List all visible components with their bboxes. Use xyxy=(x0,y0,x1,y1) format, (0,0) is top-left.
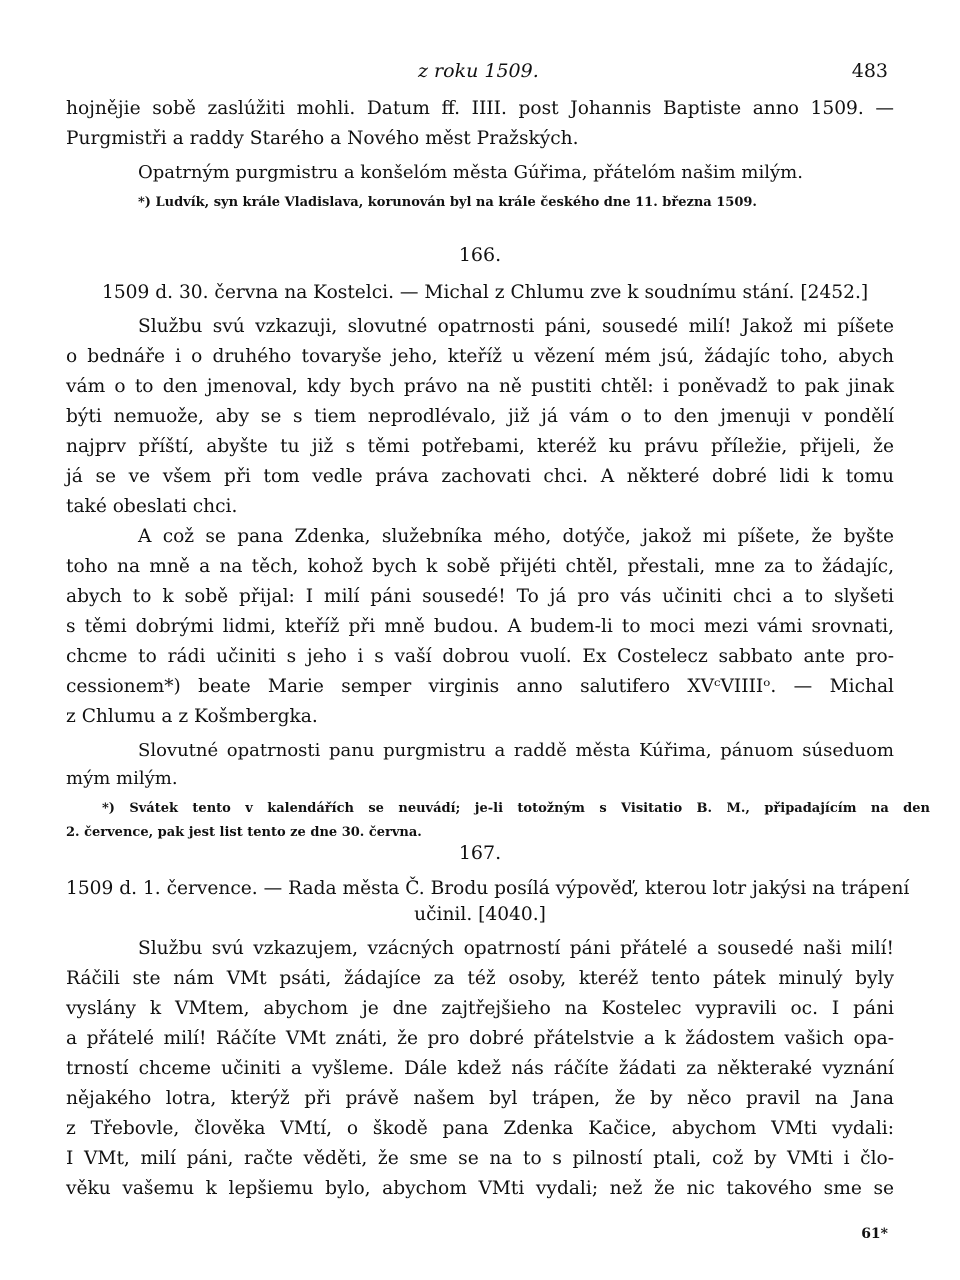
text-line: věku vašemu k lepšiemu bylo, abychom VMti vydali; než že nic takového sme se xyxy=(66,1178,894,1199)
document-number: 166. xyxy=(458,244,502,266)
text-line: z Chlumu a z Košmbergka. xyxy=(66,706,318,727)
footnote-line: 2. července, pak jest list tento ze dne 30. června. xyxy=(66,825,422,840)
document-number: 167. xyxy=(458,842,502,864)
text-line: Ráčili ste nám VMt psáti, žádajíce za též osoby, kteréž tento pátek minulý byly xyxy=(66,968,894,989)
address-line: mým milým. xyxy=(66,768,178,789)
text-line: najprv příští, abyšte tu již s těmi potřebami, kteréž ku právu příležie, přijeli, že xyxy=(66,436,894,457)
document-heading: 1509 d. 1. července. — Rada města Č. Brodu posílá výpověď, kterou lotr jakýsi na trápení xyxy=(66,878,910,899)
text-line: z Třebovle, člověka VMtí, o škodě pana Zdenka Kačice, abychom VMti vydali: xyxy=(66,1118,894,1139)
text-line: já se ve všem při tom vedle práva zachovati chci. A některé dobré lidi k tomu xyxy=(66,466,894,487)
text-line: cessionem*) beate Marie semper virginis anno salutifero XVᶜVIIIIᵒ. — Michal xyxy=(66,676,894,697)
document-heading: učinil. [4040.] xyxy=(414,904,546,925)
address-line: Opatrným purgmistru a konšelóm města Gúřima, přátelóm našim milým. xyxy=(138,162,803,183)
address-line: Slovutné opatrnosti panu purgmistru a raddě města Kúřima, pánuom súseduom xyxy=(138,740,894,761)
footnote-line: *) Svátek tento v kalendářích se neuvádí; je-li totožným s Visitatio B. M., připadajícím na den xyxy=(102,801,930,816)
text-line: býti nemuože, aby se s tiem neprodlévalo, již já vám o to den jmenuji v pondělí xyxy=(66,406,894,427)
text-line: Službu svú vzkazujem, vzácných opatrností páni přátelé a sousedé naši milí! xyxy=(138,938,894,959)
page-number: 483 xyxy=(851,60,888,82)
text-line: A což se pana Zdenka, služebníka mého, dotýče, jakož mi píšete, že byšte xyxy=(138,526,894,547)
document-heading: 1509 d. 30. června na Kostelci. — Michal z Chlumu zve k soudnímu stání. [2452.] xyxy=(102,282,869,303)
footnote-line: *) Ludvík, syn krále Vladislava, korunován byl na krále českého dne 11. března 1509. xyxy=(138,195,757,210)
text-line: I VMt, milí páni, račte věděti, že sme se na to s pilností ptali, což by VMti i člo- xyxy=(66,1148,894,1169)
text-line: toho na mně a na těch, kohož bych k sobě přijéti chtěl, přestali, mne za to žádajíc, xyxy=(66,556,894,577)
text-line: trností chceme učiniti a vyšleme. Dále kdež nás ráčíte žádati za některaké vyznání xyxy=(66,1058,894,1079)
text-line: Purgmistři a raddy Starého a Nového měst Pražských. xyxy=(66,128,579,149)
text-line: s těmi dobrými lidmi, kteříž při mně budou. A budem-li to moci mezi vámi srovnati, xyxy=(66,616,894,637)
text-line: také obeslati chci. xyxy=(66,496,238,517)
text-line: Službu svú vzkazuji, slovutné opatrnosti páni, sousedé milí! Jakož mi píšete xyxy=(138,316,894,337)
text-line: o bednáře i o druhého tovaryše jeho, kteříž u vězení mém jsú, žádajíc toho, abych xyxy=(66,346,894,367)
text-line: vyslány k VMtem, abychom je dne zajtřejšieho na Kostelec vypravili oc. I páni xyxy=(66,998,894,1019)
text-line: a přátelé milí! Ráčíte VMt znáti, že pro dobré přátelstvie a k žádostem vašich opa- xyxy=(66,1028,894,1049)
text-line: abych to k sobě přijal: I milí páni sousedé! To já pro vás učiniti chci a to slyšeti xyxy=(66,586,894,607)
page-header xyxy=(0,60,960,84)
text-line: nějakého lotra, kterýž při právě našem byl trápen, že by něco pravil na Jana xyxy=(66,1088,894,1109)
text-line: vám o to den jmenoval, kdy bych právo na ně pustiti chtěl: i poněvadž to pak jinak xyxy=(66,376,894,397)
signature-mark: 61* xyxy=(861,1226,888,1242)
running-title: z roku 1509. xyxy=(418,60,539,82)
text-line: chcme to rádi učiniti s jeho i s vaší dobrou vuolí. Ex Costelecz sabbato ante pro- xyxy=(66,646,894,667)
text-line: hojnějie sobě zaslúžiti mohli. Datum ff. IIII. post Johannis Baptiste anno 1509. — xyxy=(66,98,894,119)
